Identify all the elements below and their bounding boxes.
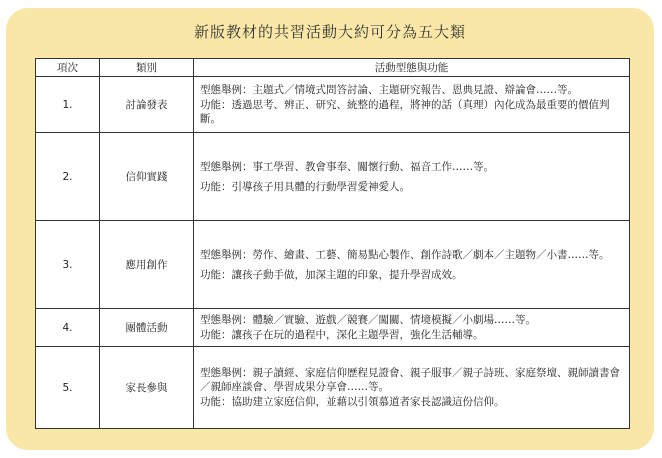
row-category: 家長參與 [100, 347, 194, 429]
row-number: 2. [36, 133, 100, 221]
row-number: 3. [36, 221, 100, 309]
row-function: 功能：引導孩子用具體的行動學習愛神愛人。 [200, 180, 410, 193]
row-category: 團體活動 [100, 309, 194, 347]
row-category: 信仰實踐 [100, 133, 194, 221]
row-category: 應用創作 [100, 221, 194, 309]
row-description [194, 309, 630, 347]
row-number: 5. [36, 347, 100, 429]
row-number: 1. [36, 77, 100, 133]
row-function: 功能：讓孩子動手做，加深主題的印象，提升學習成效。 [200, 268, 463, 281]
row-function: 功能：讓孩子在玩的過程中，深化主題學習，強化生活輔導。 [200, 329, 484, 341]
row-description [194, 77, 630, 133]
content-panel [6, 8, 654, 450]
table-header-row [36, 59, 630, 77]
row-description [194, 221, 630, 309]
row-types: 型態舉例：主題式／情境式問答討論、主題研究報告、恩典見證、辯論會……等。 [200, 84, 578, 96]
header-number: 項次 [36, 59, 100, 77]
table-row [36, 77, 630, 133]
header-description: 活動型態與功能 [194, 59, 630, 77]
table-row [36, 133, 630, 221]
row-function: 功能：協助建立家庭信仰，並藉以引領慕道者家長認識這份信仰。 [200, 396, 505, 408]
row-function: 功能：透過思考、辨正、研究、統整的過程，將神的話（真理）內化成為最重要的價值判斷。 [200, 99, 610, 125]
row-types: 型態舉例：事工學習、教會事奉、關懷行動、福音工作……等。 [200, 160, 494, 173]
table-row [36, 221, 630, 309]
row-types: 型態舉例：體驗／實驗、遊戲／競賽／闖關、情境模擬／小劇場……等。 [200, 314, 536, 326]
row-description [194, 347, 630, 429]
row-description [194, 133, 630, 221]
table-row [36, 347, 630, 429]
activity-table [35, 58, 630, 429]
header-category: 類別 [100, 59, 194, 77]
row-types: 型態舉例：勞作、繪畫、工藝、簡易點心製作、創作詩歌／劇本／主題物／小書……等。 [200, 248, 610, 261]
panel-title: 新版教材的共習活動大約可分為五大類 [193, 23, 466, 41]
row-category: 討論發表 [100, 77, 194, 133]
row-types: 型態舉例：親子讀經、家庭信仰歷程見證會、親子服事／親子詩班、家庭祭壇、親師讀書會／親師座談會、學習成果分享會……等。 [200, 367, 620, 393]
table-row [36, 309, 630, 347]
row-number: 4. [36, 309, 100, 347]
